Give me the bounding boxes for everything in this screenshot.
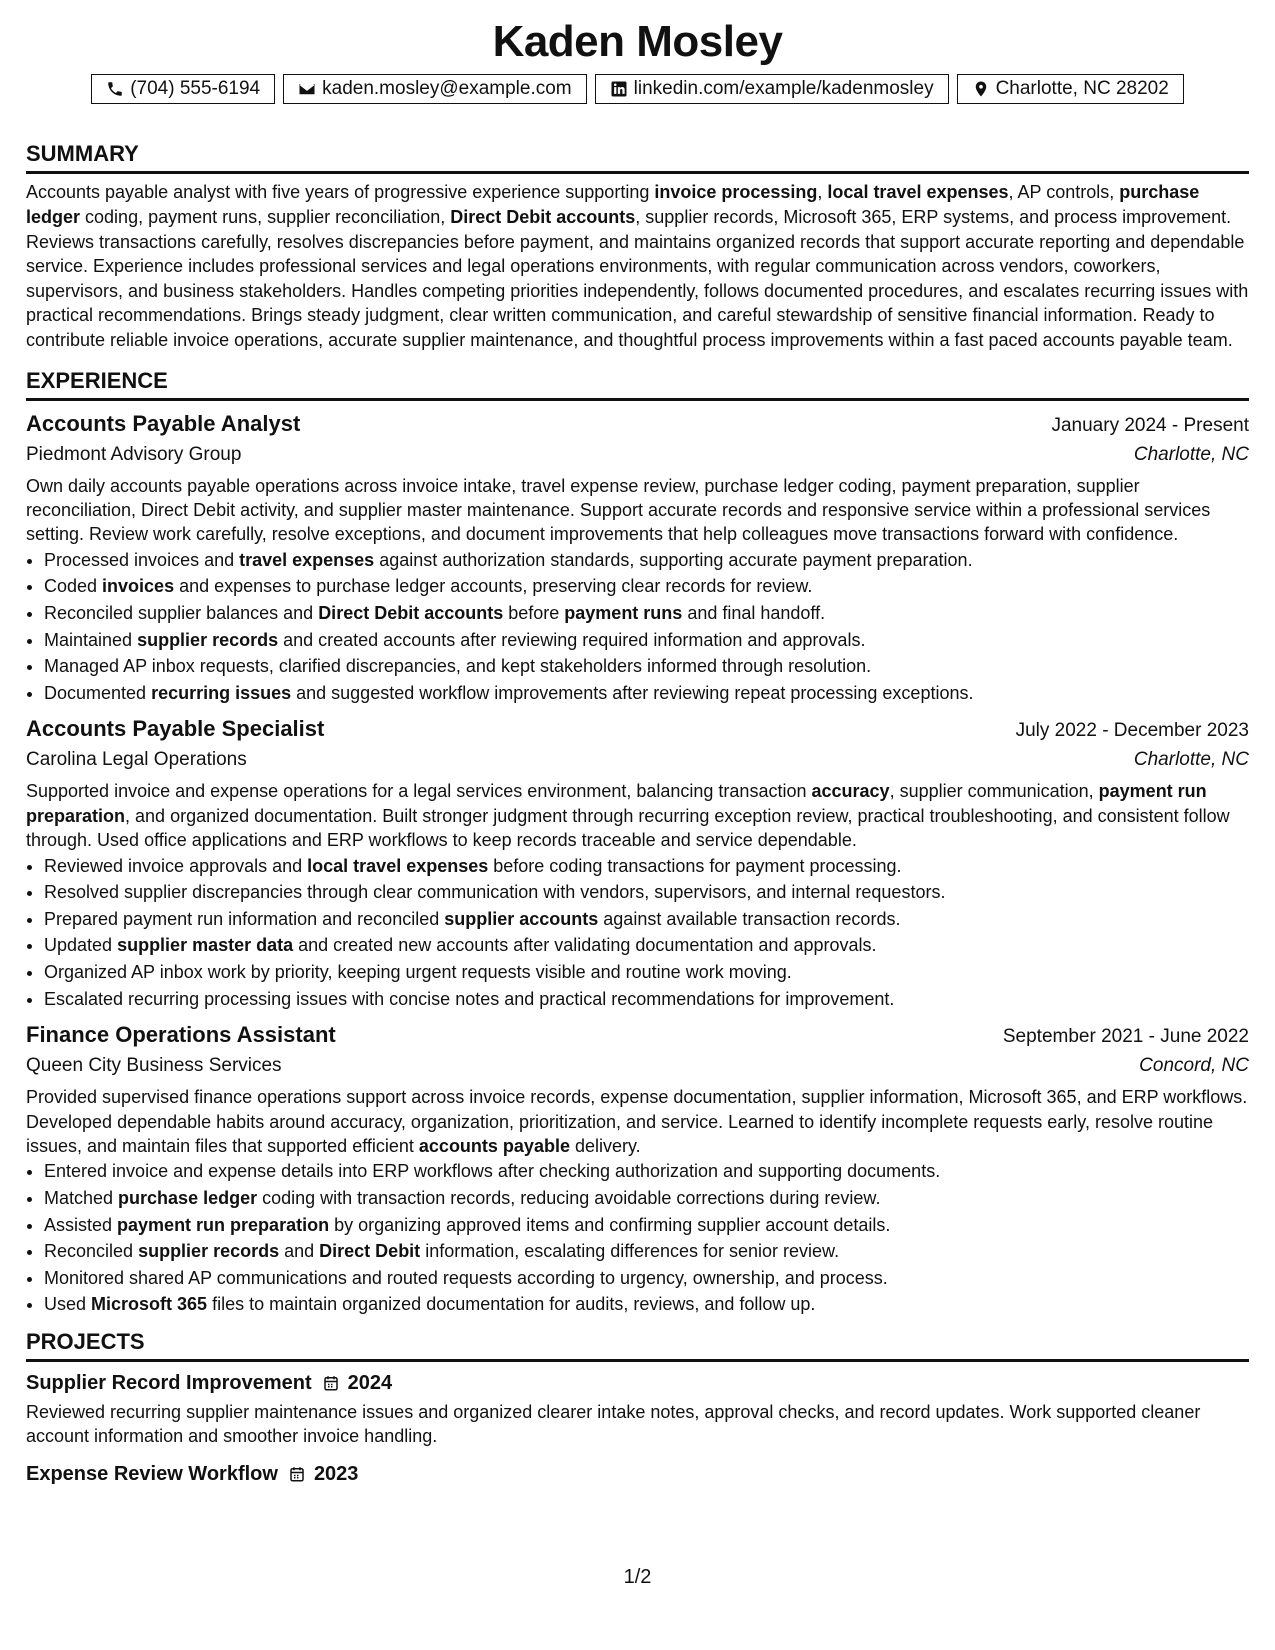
text-segment: before coding transactions for payment processing. (488, 855, 902, 876)
project-year: 2024 (347, 1371, 393, 1394)
job-title: Accounts Payable Analyst (26, 410, 301, 436)
text-segment: Maintained (44, 629, 138, 650)
text-segment: and suggested workflow improvements after reviewing repeat processing exceptions. (291, 682, 974, 703)
text-segment: , AP controls, (1008, 182, 1120, 203)
text-segment: and final handoff. (682, 602, 826, 623)
text-segment: , (817, 182, 828, 203)
job-title: Finance Operations Assistant (26, 1022, 336, 1048)
job-entry (26, 409, 1249, 707)
contact-bar (26, 74, 1249, 104)
text-segment: Used (44, 1294, 92, 1315)
job-bullets (26, 853, 1249, 1013)
bold-keyword: accuracy (811, 781, 890, 802)
bullet-item (44, 986, 1249, 1013)
bullet-item (44, 879, 1249, 906)
text-segment: files to maintain organized documentation for audits, reviews, and follow up. (207, 1294, 816, 1315)
projects-list (26, 1368, 1249, 1489)
page-number: 1/2 (623, 1566, 652, 1588)
bold-keyword: Direct Debit accounts (318, 602, 504, 623)
job-company: Carolina Legal Operations (26, 749, 247, 771)
project-date (322, 1368, 393, 1398)
bold-keyword: recurring issues (151, 682, 292, 703)
contact-linkedin[interactable] (595, 74, 949, 104)
contact-location-text: Charlotte, NC 28202 (995, 78, 1169, 100)
bullet-item (44, 573, 1249, 600)
bold-keyword: invoices (102, 576, 175, 597)
bold-keyword: Direct Debit (319, 1241, 421, 1262)
bullet-item (44, 653, 1249, 680)
text-segment: Reviewed invoice approvals and (44, 855, 308, 876)
bold-keyword: supplier accounts (444, 908, 599, 929)
job-dates: September 2021 - June 2022 (1002, 1026, 1249, 1048)
job-company: Queen City Business Services (26, 1055, 282, 1077)
project-description: Reviewed recurring supplier maintenance issues and organized clearer intake notes, approval checks, and record updates. Work supported cleaner account information and smoother invoice handling. (26, 1401, 1201, 1447)
bold-keyword: supplier records (137, 629, 279, 650)
job-dates: July 2022 - December 2023 (1015, 720, 1249, 742)
bullet-item (44, 1291, 1249, 1318)
experience-list (26, 409, 1249, 1318)
bold-keyword: payment run preparation (117, 1214, 330, 1235)
text-segment: and expenses to purchase ledger accounts, preserving clear records for review. (174, 576, 813, 597)
bullet-item (44, 1158, 1249, 1185)
bold-keyword: payment run preparation (26, 781, 1207, 826)
project-date (288, 1459, 359, 1489)
contact-email[interactable] (283, 74, 587, 104)
bold-keyword: purchase ledger (118, 1187, 258, 1208)
bold-keyword: invoice processing (654, 182, 818, 203)
bold-keyword: payment runs (564, 602, 683, 623)
bullet-item (44, 1212, 1249, 1239)
text-segment: Provided supervised finance operations support across invoice records, expense documentation, supplier information, Microsoft 365, and ERP workflows. Developed dependable habits around accuracy, organization, prioritization, and service. Learned to identify incomplete requests early, resolve routine issues, and maintain files that supported efficient (26, 1087, 1248, 1156)
job-dates: January 2024 - Present (1051, 414, 1249, 436)
text-segment: coding with transaction records, reducing avoidable corrections during review. (257, 1187, 881, 1208)
bold-keyword: Direct Debit accounts (450, 206, 636, 227)
text-segment: Prepared payment run information and reconciled (44, 908, 445, 929)
phone-icon (106, 80, 124, 98)
section-title-summary: SUMMARY (26, 140, 1249, 174)
bullet-item (44, 1238, 1249, 1265)
text-segment: Entered invoice and expense details into ERP workflows after checking authorization and supporting documents. (44, 1161, 941, 1182)
resume-page (26, 18, 1249, 1489)
text-segment: Processed invoices and (44, 549, 240, 570)
text-segment: delivery. (569, 1135, 641, 1156)
job-subheader (26, 746, 1249, 774)
bold-keyword: travel expenses (239, 549, 375, 570)
bullet-item (44, 627, 1249, 654)
text-segment: Monitored shared AP communications and routed requests according to urgency, ownership, and process. (44, 1267, 888, 1288)
text-segment: and created new accounts after validating documentation and approvals. (293, 935, 877, 956)
text-segment: before (503, 602, 565, 623)
summary-text (26, 180, 1249, 352)
text-segment: Assisted (44, 1214, 118, 1235)
text-segment: and (279, 1241, 320, 1262)
text-segment: Organized AP inbox work by priority, keeping urgent requests visible and routine work moving. (44, 961, 792, 982)
text-segment: , supplier communication, (889, 781, 1099, 802)
text-segment: Coded (44, 576, 103, 597)
bullet-item (44, 1265, 1249, 1292)
job-subheader (26, 1052, 1249, 1080)
project-year: 2023 (313, 1462, 359, 1485)
job-description (26, 1085, 1249, 1158)
bullet-item (44, 547, 1249, 574)
text-segment: Escalated recurring processing issues with concise notes and practical recommendations for improvement. (44, 988, 895, 1009)
bold-keyword: local travel expenses (307, 855, 489, 876)
envelope-icon (298, 80, 316, 98)
bullet-item (44, 680, 1249, 707)
job-entry (26, 1020, 1249, 1318)
job-header (26, 1020, 1249, 1052)
bold-keyword: supplier master data (117, 935, 294, 956)
calendar-icon (288, 1465, 306, 1483)
project-header (26, 1459, 1249, 1489)
linkedin-icon (610, 80, 628, 98)
bold-keyword: purchase ledger (26, 182, 1200, 227)
bullet-item (44, 906, 1249, 933)
bullet-item (44, 600, 1249, 627)
job-entry (26, 714, 1249, 1012)
bullet-item (44, 959, 1249, 986)
calendar-icon (322, 1374, 340, 1392)
contact-location (957, 74, 1184, 104)
job-bullets (26, 547, 1249, 707)
job-description (26, 474, 1249, 547)
contact-email-text: kaden.mosley@example.com (322, 78, 572, 100)
bullet-item (44, 1185, 1249, 1212)
contact-linkedin-text: linkedin.com/example/kadenmosley (633, 78, 934, 100)
project-entry (26, 1459, 1249, 1489)
text-segment: , and organized documentation. Built stronger judgment through recurring exception review, practical troubleshooting, and consistent follow through. Used office applications and ERP workflows to keep records traceable and service dependable. (26, 805, 1230, 851)
text-segment: coding, payment runs, supplier reconciliation, (80, 206, 451, 227)
map-pin-icon (972, 80, 990, 98)
job-subheader (26, 441, 1249, 469)
job-header (26, 409, 1249, 441)
job-location: Charlotte, NC (1133, 749, 1249, 771)
bullet-item (44, 932, 1249, 959)
job-header (26, 714, 1249, 746)
candidate-name: Kaden Mosley (492, 17, 783, 66)
project-entry (26, 1368, 1249, 1449)
bold-keyword: supplier records (138, 1241, 280, 1262)
section-title-experience: EXPERIENCE (26, 367, 1249, 401)
project-title: Expense Review Workflow (26, 1462, 278, 1485)
text-segment: against available transaction records. (598, 908, 901, 929)
text-segment: Accounts payable analyst with five years of progressive experience supporting (26, 182, 655, 203)
contact-phone-text: (704) 555-6194 (130, 78, 261, 100)
project-header (26, 1368, 1249, 1398)
job-bullets (26, 1158, 1249, 1318)
bold-keyword: accounts payable (418, 1135, 570, 1156)
text-segment: Managed AP inbox requests, clarified discrepancies, and kept stakeholders informed through resolution. (44, 656, 872, 677)
text-segment: against authorization standards, supporting accurate payment preparation. (374, 549, 973, 570)
text-segment: Matched (44, 1187, 119, 1208)
bullet-item (44, 853, 1249, 880)
text-segment: Supported invoice and expense operations for a legal services environment, balancing transaction (26, 781, 812, 802)
text-segment: Resolved supplier discrepancies through clear communication with vendors, supervisors, and internal requestors. (44, 882, 946, 903)
text-segment: , supplier records, Microsoft 365, ERP systems, and process improvement. Reviews transactions carefully, resolves discrepancies before payment, and maintains organized records that support accurate reporting and dependable service. Experience includes professional services and legal operations environments, with regular communication across vendors, coworkers, supervisors, and business stakeholders. Handles competing priorities independently, follows documented procedures, and escalates recurring issues with practical recommendations. Brings steady judgment, clear written communication, and careful stewardship of sensitive financial information. Ready to contribute reliable invoice operations, accurate supplier maintenance, and thoughtful process improvements within a fast paced accounts payable team. (26, 206, 1249, 350)
job-title: Accounts Payable Specialist (26, 716, 325, 742)
text-segment: Own daily accounts payable operations across invoice intake, travel expense review, purchase ledger coding, payment preparation, supplier reconciliation, Direct Debit activity, and supplier master maintenance. Support accurate records and responsive service within a professional services setting. Review work carefully, resolve exceptions, and document improvements that help colleagues move transactions forward with confidence. (26, 475, 1211, 545)
text-segment: and created accounts after reviewing required information and approvals. (278, 629, 866, 650)
text-segment: Updated (44, 935, 118, 956)
project-title: Supplier Record Improvement (26, 1371, 312, 1394)
job-company: Piedmont Advisory Group (26, 443, 242, 465)
bold-keyword: local travel expenses (827, 182, 1009, 203)
text-segment: Documented (44, 682, 152, 703)
job-description (26, 779, 1249, 852)
section-title-projects: PROJECTS (26, 1328, 1249, 1362)
text-segment: information, escalating differences for senior review. (420, 1241, 840, 1262)
text-segment: Reconciled supplier balances and (44, 602, 319, 623)
contact-phone[interactable] (91, 74, 275, 104)
text-segment: Reconciled (44, 1241, 139, 1262)
text-segment: by organizing approved items and confirming supplier account details. (329, 1214, 891, 1235)
job-location: Concord, NC (1139, 1055, 1249, 1077)
job-location: Charlotte, NC (1133, 443, 1249, 465)
bold-keyword: Microsoft 365 (91, 1294, 208, 1315)
